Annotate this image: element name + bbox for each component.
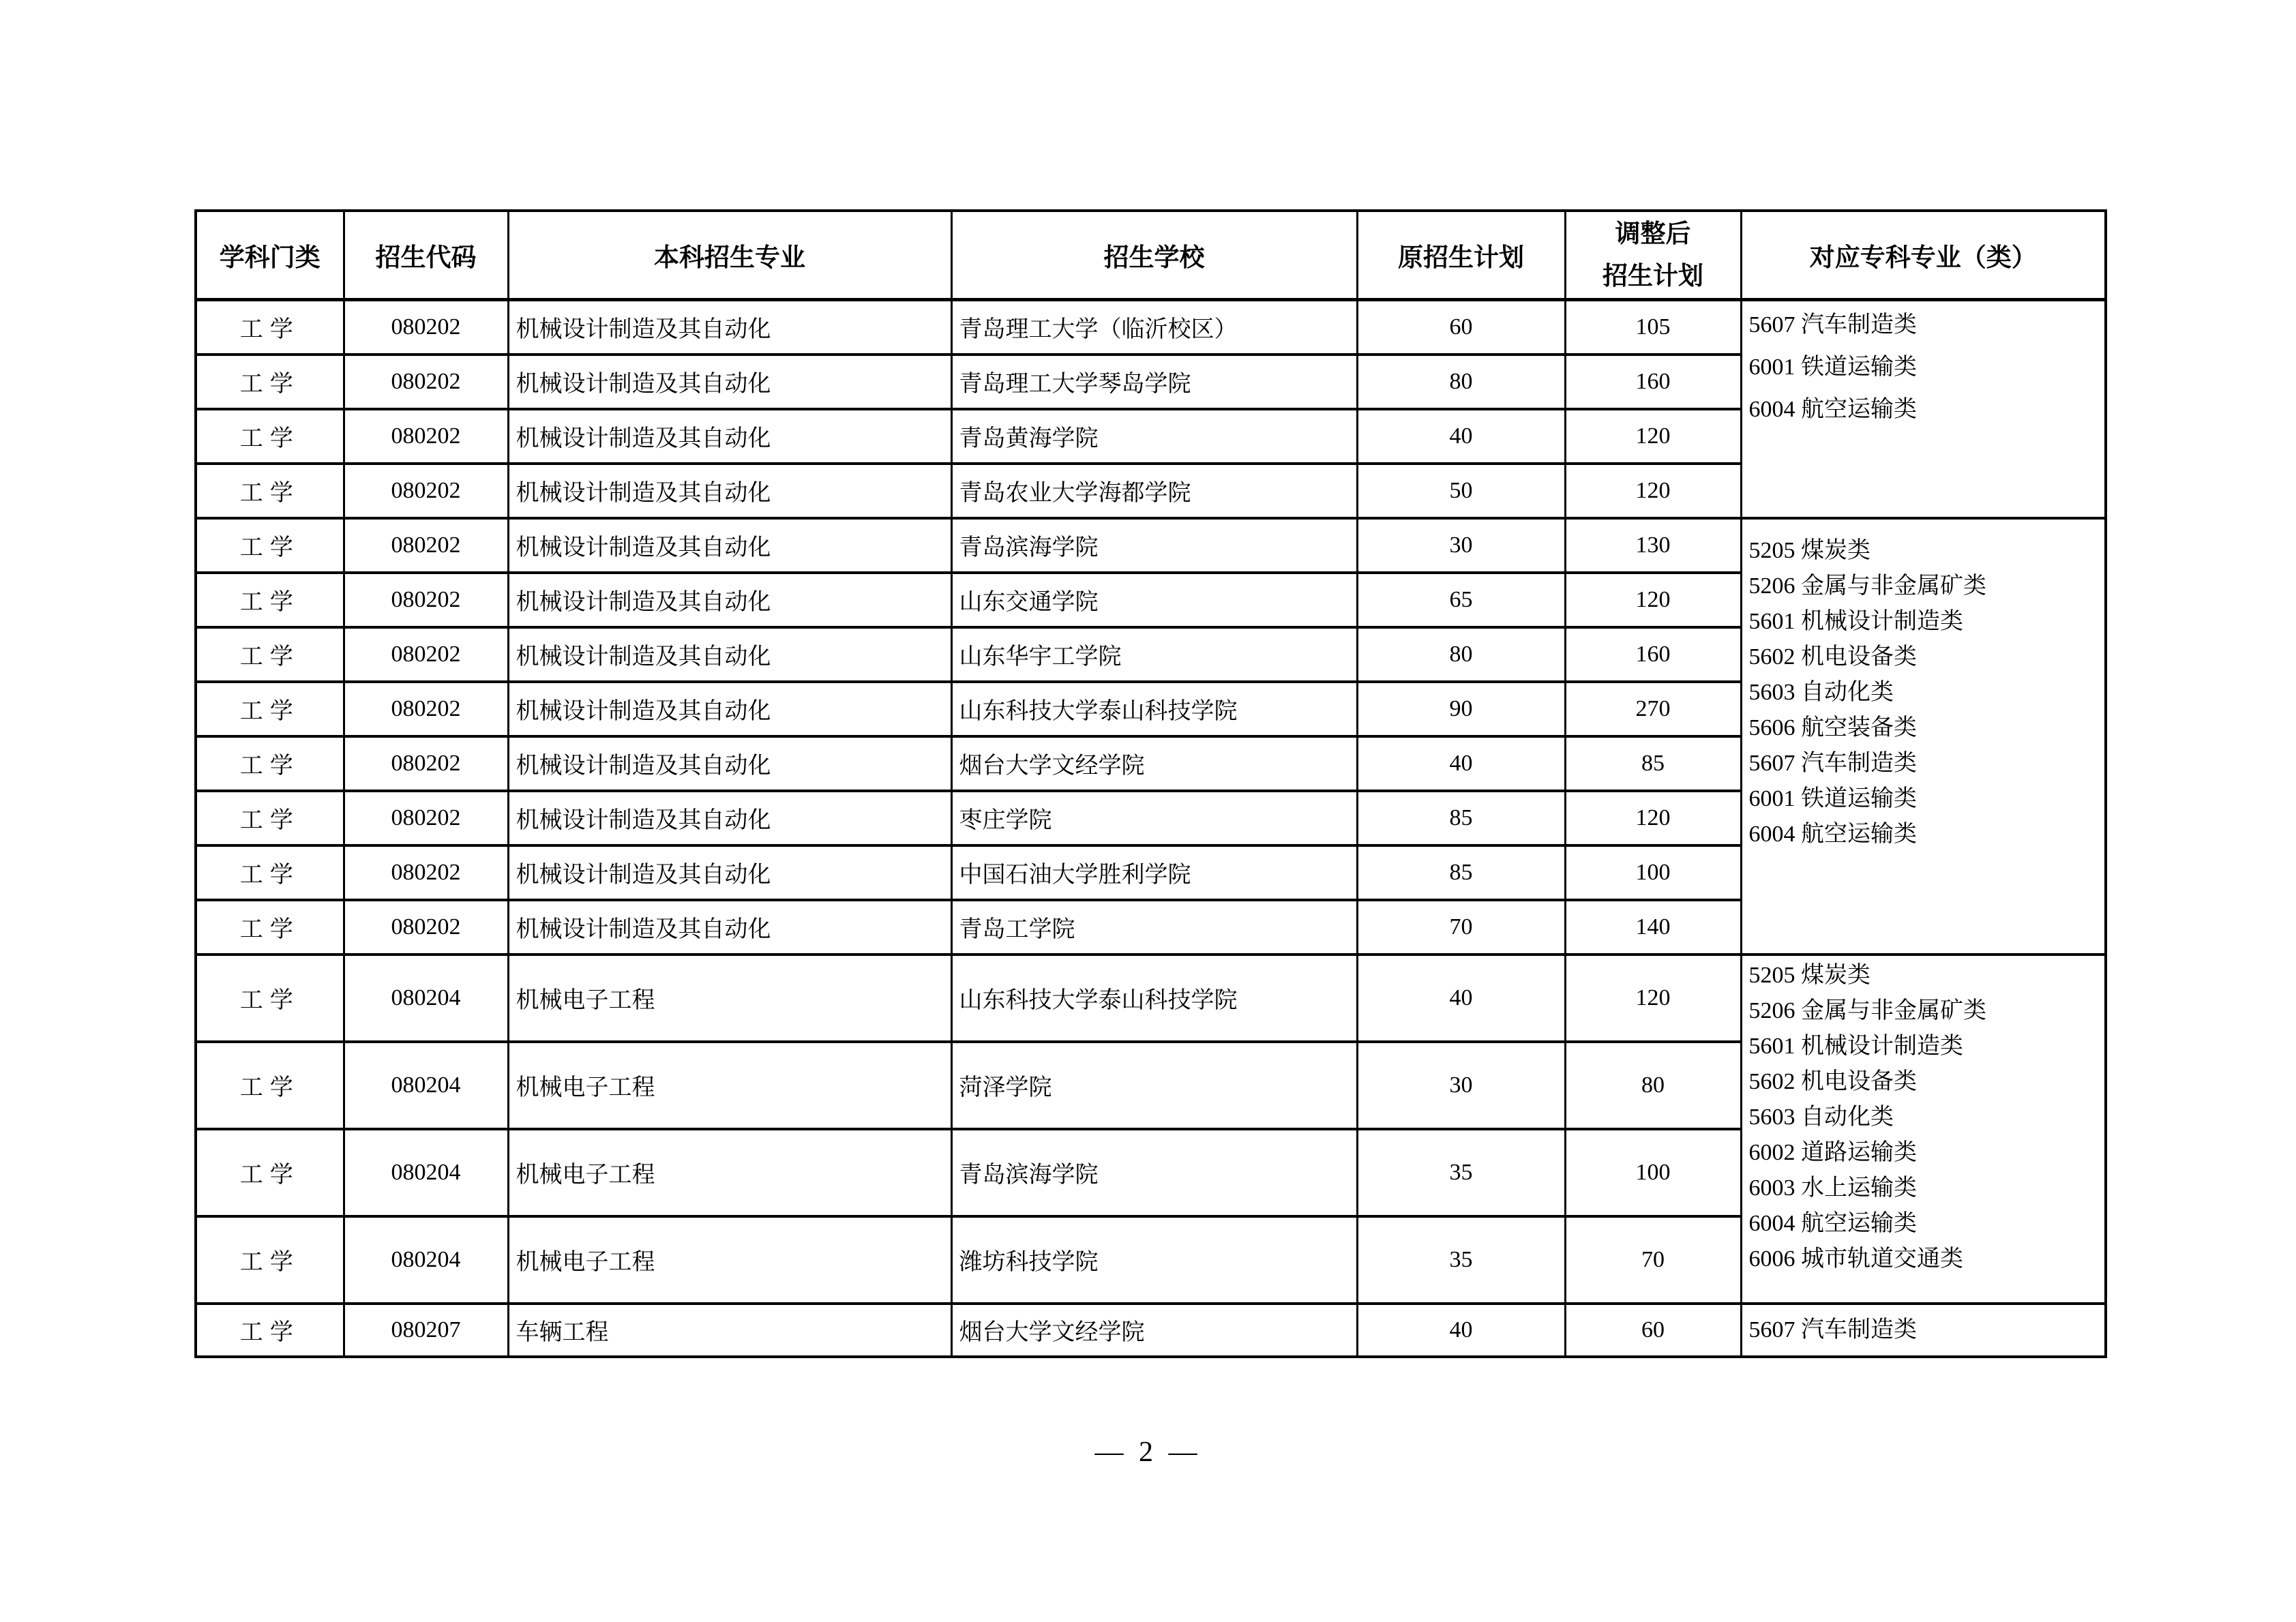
cell-school: 青岛黄海学院 (951, 409, 1357, 464)
cell-major: 机械电子工程 (508, 955, 951, 1042)
cell-category: 工学 (196, 409, 344, 464)
header-code: 招生代码 (344, 211, 508, 300)
cell-original-plan: 40 (1357, 736, 1565, 791)
vocational-line: 5606 航空装备类 (1748, 715, 1917, 740)
cell-school: 山东交通学院 (951, 573, 1357, 627)
cell-school: 青岛农业大学海都学院 (951, 464, 1357, 518)
cell-category: 工学 (196, 1304, 344, 1357)
vocational-line: 5607 汽车制造类 (1748, 312, 1917, 337)
cell-code: 080204 (344, 1129, 508, 1216)
cell-major: 机械设计制造及其自动化 (508, 355, 951, 409)
cell-adjusted-plan: 100 (1565, 845, 1741, 900)
cell-code: 080202 (344, 464, 508, 518)
header-adjusted-plan (1565, 211, 1741, 300)
cell-category: 工学 (196, 573, 344, 627)
cell-adjusted-plan: 160 (1565, 355, 1741, 409)
header-adjusted-plan-line1: 调整后 (1615, 220, 1691, 247)
cell-code: 080202 (344, 682, 508, 736)
cell-school: 枣庄学院 (951, 791, 1357, 845)
cell-category: 工学 (196, 900, 344, 955)
table-row (196, 300, 2106, 355)
cell-original-plan: 50 (1357, 464, 1565, 518)
cell-school: 青岛工学院 (951, 900, 1357, 955)
vocational-line: 6002 道路运输类 (1748, 1139, 1917, 1165)
vocational-line: 5603 自动化类 (1748, 679, 1894, 705)
cell-code: 080207 (344, 1304, 508, 1357)
cell-adjusted-plan: 270 (1565, 682, 1741, 736)
vocational-line: 6001 铁道运输类 (1748, 785, 1917, 811)
cell-category: 工学 (196, 955, 344, 1042)
cell-category: 工学 (196, 1042, 344, 1129)
cell-adjusted-plan: 85 (1565, 736, 1741, 791)
header-adjusted-plan-line2: 招生计划 (1602, 262, 1703, 290)
page-number: — 2 — (1094, 1437, 1202, 1468)
header-row (196, 211, 2106, 300)
cell-code: 080202 (344, 355, 508, 409)
header-major: 本科招生专业 (508, 211, 951, 300)
cell-adjusted-plan: 105 (1565, 300, 1741, 355)
table-row (196, 1304, 2106, 1357)
cell-major: 车辆工程 (508, 1304, 951, 1357)
cell-code: 080202 (344, 573, 508, 627)
cell-original-plan: 90 (1357, 682, 1565, 736)
cell-major: 机械设计制造及其自动化 (508, 300, 951, 355)
cell-code: 080202 (344, 627, 508, 682)
cell-adjusted-plan: 100 (1565, 1129, 1741, 1216)
cell-original-plan: 30 (1357, 518, 1565, 573)
cell-original-plan: 80 (1357, 355, 1565, 409)
cell-code: 080202 (344, 736, 508, 791)
cell-school: 菏泽学院 (951, 1042, 1357, 1129)
cell-original-plan: 40 (1357, 955, 1565, 1042)
cell-major: 机械设计制造及其自动化 (508, 900, 951, 955)
cell-category: 工学 (196, 464, 344, 518)
enrollment-plan-table (194, 209, 2107, 1358)
cell-original-plan: 60 (1357, 300, 1565, 355)
vocational-line: 6004 航空运输类 (1748, 397, 1917, 422)
cell-code: 080202 (344, 900, 508, 955)
cell-adjusted-plan: 80 (1565, 1042, 1741, 1129)
cell-school: 山东华宇工学院 (951, 627, 1357, 682)
cell-category: 工学 (196, 1216, 344, 1304)
cell-code: 080202 (344, 845, 508, 900)
cell-major: 机械设计制造及其自动化 (508, 845, 951, 900)
cell-school: 青岛滨海学院 (951, 518, 1357, 573)
cell-category: 工学 (196, 1129, 344, 1216)
vocational-line: 6001 铁道运输类 (1748, 355, 1917, 380)
vocational-line: 5602 机电设备类 (1748, 644, 1917, 670)
cell-code: 080202 (344, 300, 508, 355)
cell-school: 烟台大学文经学院 (951, 1304, 1357, 1357)
vocational-line: 6004 航空运输类 (1748, 821, 1917, 847)
cell-school: 青岛理工大学（临沂校区） (951, 300, 1357, 355)
cell-major: 机械设计制造及其自动化 (508, 464, 951, 518)
cell-major: 机械设计制造及其自动化 (508, 518, 951, 573)
cell-school: 青岛理工大学琴岛学院 (951, 355, 1357, 409)
vocational-line: 5607 汽车制造类 (1748, 1317, 1917, 1342)
cell-school: 山东科技大学泰山科技学院 (951, 955, 1357, 1042)
cell-category: 工学 (196, 682, 344, 736)
vocational-line: 5602 机电设备类 (1748, 1068, 1917, 1094)
header-category: 学科门类 (196, 211, 344, 300)
cell-school: 青岛滨海学院 (951, 1129, 1357, 1216)
header-vocational: 对应专科专业（类） (1741, 211, 2106, 300)
cell-vocational-single (1741, 1304, 2106, 1357)
cell-category: 工学 (196, 300, 344, 355)
cell-major: 机械设计制造及其自动化 (508, 409, 951, 464)
vocational-line: 5607 汽车制造类 (1748, 750, 1917, 776)
cell-school: 中国石油大学胜利学院 (951, 845, 1357, 900)
vocational-line: 5205 煤炭类 (1748, 537, 1870, 563)
cell-original-plan: 35 (1357, 1216, 1565, 1304)
cell-code: 080204 (344, 1042, 508, 1129)
cell-code: 080202 (344, 518, 508, 573)
cell-original-plan: 65 (1357, 573, 1565, 627)
cell-category: 工学 (196, 791, 344, 845)
cell-adjusted-plan: 120 (1565, 409, 1741, 464)
cell-original-plan: 30 (1357, 1042, 1565, 1129)
header-original-plan: 原招生计划 (1357, 211, 1565, 300)
vocational-line: 5601 机械设计制造类 (1748, 608, 1963, 634)
cell-category: 工学 (196, 736, 344, 791)
cell-original-plan: 85 (1357, 845, 1565, 900)
cell-original-plan: 80 (1357, 627, 1565, 682)
header-school: 招生学校 (951, 211, 1357, 300)
cell-vocational-group-2 (1741, 518, 2106, 955)
cell-major: 机械电子工程 (508, 1042, 951, 1129)
cell-adjusted-plan: 160 (1565, 627, 1741, 682)
table-row (196, 955, 2106, 1042)
table-row (196, 518, 2106, 573)
cell-adjusted-plan: 120 (1565, 791, 1741, 845)
cell-original-plan: 40 (1357, 1304, 1565, 1357)
vocational-line: 5206 金属与非金属矿类 (1748, 997, 1986, 1023)
cell-vocational-group-3 (1741, 955, 2106, 1304)
cell-major: 机械设计制造及其自动化 (508, 736, 951, 791)
vocational-line: 6006 城市轨道交通类 (1748, 1246, 1963, 1272)
cell-code: 080204 (344, 955, 508, 1042)
vocational-line: 5601 机械设计制造类 (1748, 1033, 1963, 1059)
cell-major: 机械设计制造及其自动化 (508, 627, 951, 682)
cell-major: 机械设计制造及其自动化 (508, 791, 951, 845)
cell-adjusted-plan: 130 (1565, 518, 1741, 573)
cell-major: 机械电子工程 (508, 1129, 951, 1216)
cell-school: 山东科技大学泰山科技学院 (951, 682, 1357, 736)
cell-adjusted-plan: 120 (1565, 464, 1741, 518)
vocational-line: 5205 煤炭类 (1748, 962, 1870, 988)
cell-original-plan: 70 (1357, 900, 1565, 955)
cell-adjusted-plan: 60 (1565, 1304, 1741, 1357)
cell-category: 工学 (196, 845, 344, 900)
cell-vocational-group-1 (1741, 300, 2106, 518)
cell-adjusted-plan: 140 (1565, 900, 1741, 955)
cell-school: 潍坊科技学院 (951, 1216, 1357, 1304)
vocational-line: 5206 金属与非金属矿类 (1748, 573, 1986, 599)
cell-major: 机械设计制造及其自动化 (508, 573, 951, 627)
cell-school: 烟台大学文经学院 (951, 736, 1357, 791)
vocational-line: 5603 自动化类 (1748, 1104, 1894, 1130)
vocational-line: 6004 航空运输类 (1748, 1210, 1917, 1236)
cell-original-plan: 35 (1357, 1129, 1565, 1216)
cell-code: 080204 (344, 1216, 508, 1304)
cell-adjusted-plan: 120 (1565, 955, 1741, 1042)
vocational-line: 6003 水上运输类 (1748, 1175, 1917, 1201)
cell-code: 080202 (344, 409, 508, 464)
cell-category: 工学 (196, 355, 344, 409)
cell-original-plan: 40 (1357, 409, 1565, 464)
cell-code: 080202 (344, 791, 508, 845)
cell-category: 工学 (196, 518, 344, 573)
cell-major: 机械设计制造及其自动化 (508, 682, 951, 736)
cell-category: 工学 (196, 627, 344, 682)
cell-major: 机械电子工程 (508, 1216, 951, 1304)
cell-original-plan: 85 (1357, 791, 1565, 845)
cell-adjusted-plan: 120 (1565, 573, 1741, 627)
cell-adjusted-plan: 70 (1565, 1216, 1741, 1304)
